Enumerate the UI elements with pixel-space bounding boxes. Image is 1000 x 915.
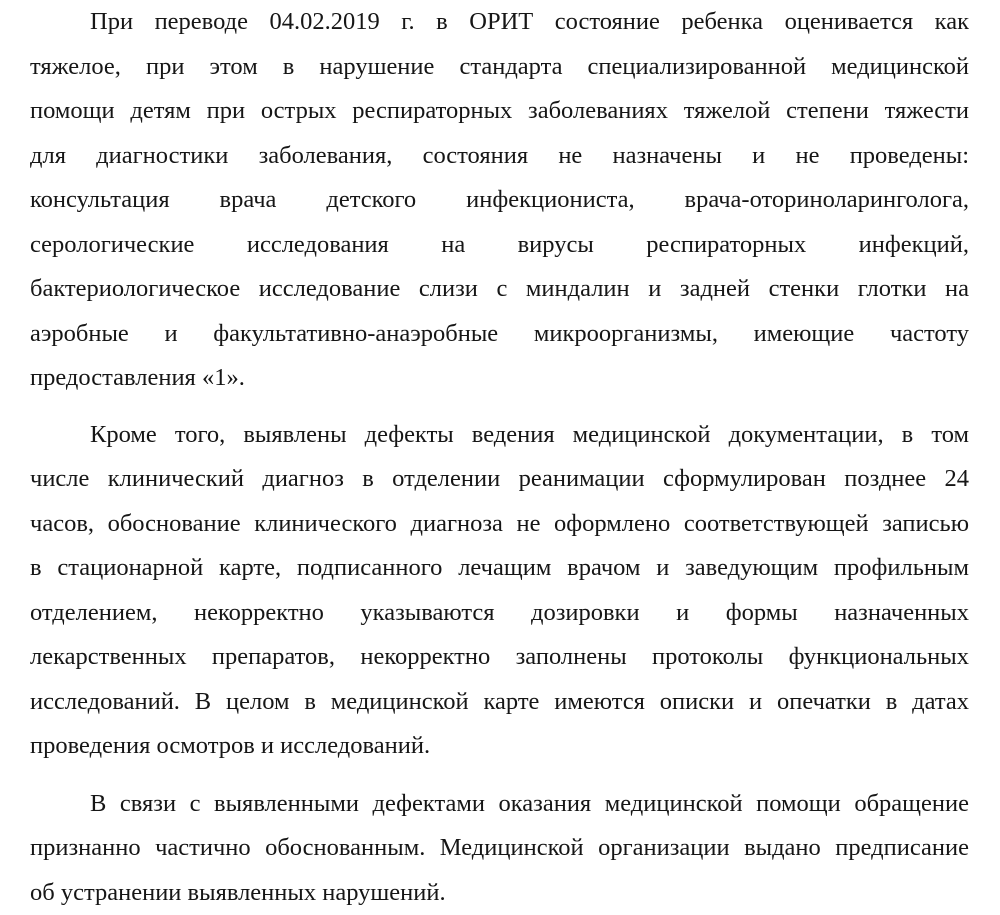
- text-line: помощи детям при острых респираторных заболеваниях тяжелой степени тяжести: [30, 89, 969, 134]
- text-line: тяжелое, при этом в нарушение стандарта специализированной медицинской: [30, 45, 969, 90]
- text-line: в стационарной карте, подписанного лечащим врачом и заведующим профильным: [30, 546, 969, 591]
- text-line: числе клинический диагноз в отделении реанимации сформулирован позднее 24: [30, 457, 969, 502]
- paragraph-transfer-assessment: [30, 0, 969, 401]
- text-line: Кроме того, выявлены дефекты ведения медицинской документации, в том: [30, 413, 969, 458]
- text-line: бактериологическое исследование слизи с миндалин и задней стенки глотки на: [30, 267, 969, 312]
- text-line: исследований. В целом в медицинской карте имеются описки и опечатки в датах: [30, 680, 969, 725]
- text-line: предоставления «1».: [30, 356, 969, 401]
- text-line: признанно частично обоснованным. Медицинской организации выдано предписание: [30, 826, 969, 871]
- text-line: В связи с выявленными дефектами оказания медицинской помощи обращение: [30, 782, 969, 827]
- text-line: об устранении выявленных нарушений.: [30, 871, 969, 915]
- text-line: отделением, некорректно указываются дозировки и формы назначенных: [30, 591, 969, 636]
- text-line: часов, обоснование клинического диагноза не оформлено соответствующей записью: [30, 502, 969, 547]
- text-line: консультация врача детского инфекциониста, врача-оториноларинголога,: [30, 178, 969, 223]
- paragraph-documentation-defects: [30, 413, 969, 769]
- paragraph-conclusion: [30, 782, 969, 915]
- text-line: проведения осмотров и исследований.: [30, 724, 969, 769]
- text-line: для диагностики заболевания, состояния не назначены и не проведены:: [30, 134, 969, 179]
- text-line: лекарственных препаратов, некорректно заполнены протоколы функциональных: [30, 635, 969, 680]
- text-line: При переводе 04.02.2019 г. в ОРИТ состояние ребенка оценивается как: [30, 0, 969, 45]
- text-line: аэробные и факультативно-анаэробные микроорганизмы, имеющие частоту: [30, 312, 969, 357]
- text-line: серологические исследования на вирусы респираторных инфекций,: [30, 223, 969, 268]
